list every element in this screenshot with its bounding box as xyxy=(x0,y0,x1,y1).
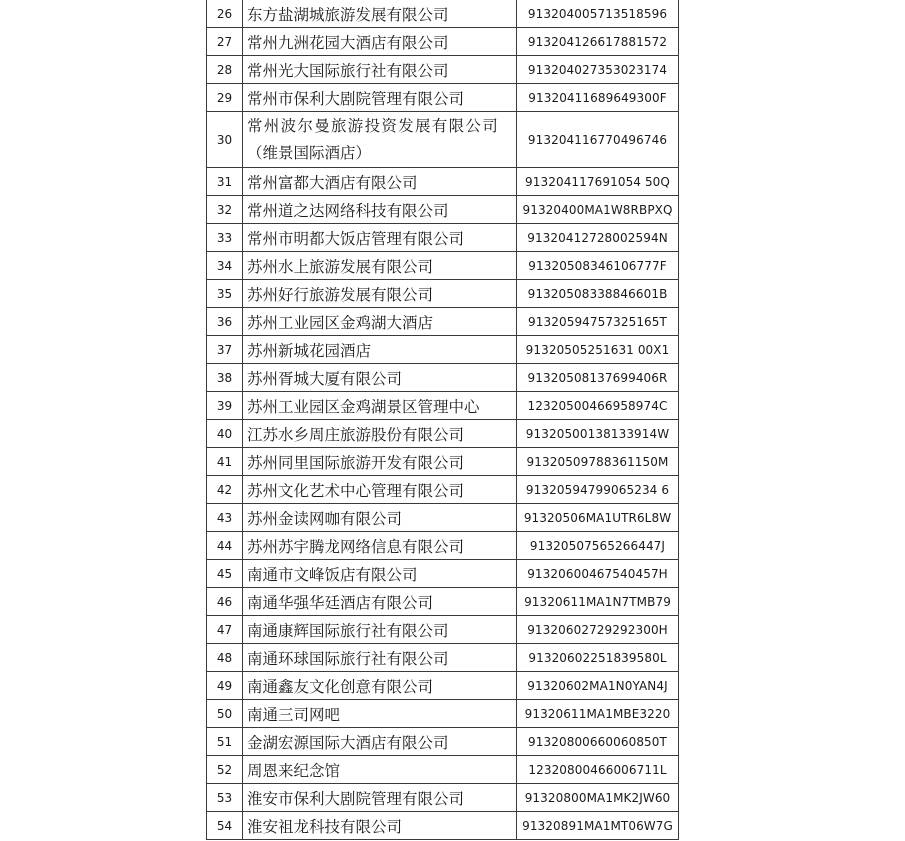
company-name: 常州光大国际旅行社有限公司 xyxy=(243,56,517,84)
company-name: 南通三司网吧 xyxy=(243,700,517,728)
table-row xyxy=(207,392,679,420)
row-number: 36 xyxy=(207,308,243,336)
company-name: 常州市保利大剧院管理有限公司 xyxy=(243,84,517,112)
table-row xyxy=(207,420,679,448)
credit-code: 91320611MA1N7TMB79 xyxy=(517,588,679,616)
table-row xyxy=(207,784,679,812)
credit-code: 913204005713518596 xyxy=(517,0,679,28)
company-name: 常州道之达网络科技有限公司 xyxy=(243,196,517,224)
company-name: 南通华强华廷酒店有限公司 xyxy=(243,588,517,616)
credit-code: 913204126617881572 xyxy=(517,28,679,56)
row-number: 44 xyxy=(207,532,243,560)
table-row xyxy=(207,0,679,28)
company-name: 江苏水乡周庄旅游股份有限公司 xyxy=(243,420,517,448)
company-name: 南通康辉国际旅行社有限公司 xyxy=(243,616,517,644)
company-table xyxy=(206,0,679,840)
credit-code: 91320508346106777F xyxy=(517,252,679,280)
row-number: 39 xyxy=(207,392,243,420)
company-name: 苏州好行旅游发展有限公司 xyxy=(243,280,517,308)
row-number: 34 xyxy=(207,252,243,280)
credit-code: 91320594799065234 6 xyxy=(517,476,679,504)
credit-code: 91320500138133914W xyxy=(517,420,679,448)
table-row xyxy=(207,308,679,336)
credit-code: 913204027353023174 xyxy=(517,56,679,84)
company-name xyxy=(243,112,517,168)
credit-code: 91320602729292300H xyxy=(517,616,679,644)
company-name: 金湖宏源国际大酒店有限公司 xyxy=(243,728,517,756)
credit-code: 91320508338846601B xyxy=(517,280,679,308)
row-number: 45 xyxy=(207,560,243,588)
table-row xyxy=(207,168,679,196)
company-name: 苏州工业园区金鸡湖大酒店 xyxy=(243,308,517,336)
credit-code: 91320508137699406R xyxy=(517,364,679,392)
credit-code: 91320891MA1MT06W7G xyxy=(517,812,679,840)
company-name: 淮安市保利大剧院管理有限公司 xyxy=(243,784,517,812)
row-number: 52 xyxy=(207,756,243,784)
row-number: 50 xyxy=(207,700,243,728)
company-name: 常州市明都大饭店管理有限公司 xyxy=(243,224,517,252)
company-name: 苏州胥城大厦有限公司 xyxy=(243,364,517,392)
row-number: 43 xyxy=(207,504,243,532)
credit-code: 913204117691054 50Q xyxy=(517,168,679,196)
credit-code: 91320602251839580L xyxy=(517,644,679,672)
table-row xyxy=(207,532,679,560)
row-number: 46 xyxy=(207,588,243,616)
table-row xyxy=(207,812,679,840)
credit-code: 91320400MA1W8RBPXQ xyxy=(517,196,679,224)
company-name: 南通鑫友文化创意有限公司 xyxy=(243,672,517,700)
company-name: 苏州水上旅游发展有限公司 xyxy=(243,252,517,280)
credit-code: 91320412728002594N xyxy=(517,224,679,252)
company-name: 淮安祖龙科技有限公司 xyxy=(243,812,517,840)
row-number: 27 xyxy=(207,28,243,56)
table-row xyxy=(207,224,679,252)
table-row xyxy=(207,644,679,672)
credit-code: 91320411689649300F xyxy=(517,84,679,112)
table-row xyxy=(207,364,679,392)
row-number: 42 xyxy=(207,476,243,504)
company-name: 南通市文峰饭店有限公司 xyxy=(243,560,517,588)
row-number: 38 xyxy=(207,364,243,392)
table-row xyxy=(207,280,679,308)
table-row xyxy=(207,28,679,56)
table-row xyxy=(207,336,679,364)
credit-code: 12320800466006711L xyxy=(517,756,679,784)
credit-code: 91320611MA1MBE3220 xyxy=(517,700,679,728)
company-name: 苏州同里国际旅游开发有限公司 xyxy=(243,448,517,476)
company-table-body xyxy=(207,0,679,840)
row-number: 54 xyxy=(207,812,243,840)
credit-code: 91320509788361150M xyxy=(517,448,679,476)
credit-code: 12320500466958974C xyxy=(517,392,679,420)
company-name: 南通环球国际旅行社有限公司 xyxy=(243,644,517,672)
company-name: 东方盐湖城旅游发展有限公司 xyxy=(243,0,517,28)
credit-code: 91320506MA1UTR6L8W xyxy=(517,504,679,532)
company-name: 常州九洲花园大酒店有限公司 xyxy=(243,28,517,56)
row-number: 28 xyxy=(207,56,243,84)
table-row xyxy=(207,448,679,476)
company-name: 苏州工业园区金鸡湖景区管理中心 xyxy=(243,392,517,420)
credit-code: 91320507565266447J xyxy=(517,532,679,560)
table-row xyxy=(207,728,679,756)
row-number: 47 xyxy=(207,616,243,644)
row-number: 53 xyxy=(207,784,243,812)
company-name: 苏州文化艺术中心管理有限公司 xyxy=(243,476,517,504)
table-row xyxy=(207,84,679,112)
table-row xyxy=(207,252,679,280)
row-number: 40 xyxy=(207,420,243,448)
table-row xyxy=(207,700,679,728)
row-number: 31 xyxy=(207,168,243,196)
company-name: 苏州金读网咖有限公司 xyxy=(243,504,517,532)
row-number: 48 xyxy=(207,644,243,672)
row-number: 32 xyxy=(207,196,243,224)
row-number: 30 xyxy=(207,112,243,168)
row-number: 41 xyxy=(207,448,243,476)
company-name: 常州富都大酒店有限公司 xyxy=(243,168,517,196)
company-name: 周恩来纪念馆 xyxy=(243,756,517,784)
table-row xyxy=(207,476,679,504)
credit-code: 913204116770496746 xyxy=(517,112,679,168)
credit-code: 91320800MA1MK2JW60 xyxy=(517,784,679,812)
credit-code: 91320594757325165T xyxy=(517,308,679,336)
row-number: 35 xyxy=(207,280,243,308)
credit-code: 91320505251631 00X1 xyxy=(517,336,679,364)
row-number: 29 xyxy=(207,84,243,112)
table-row xyxy=(207,756,679,784)
table-row xyxy=(207,588,679,616)
table-row xyxy=(207,196,679,224)
table-row xyxy=(207,56,679,84)
company-name-line1: 常州波尔曼旅游投资发展有限公司 xyxy=(247,116,500,135)
company-name-line2: （维景国际酒店） xyxy=(247,143,372,162)
row-number: 33 xyxy=(207,224,243,252)
table-row xyxy=(207,616,679,644)
row-number: 37 xyxy=(207,336,243,364)
credit-code: 91320602MA1N0YAN4J xyxy=(517,672,679,700)
row-number: 26 xyxy=(207,0,243,28)
company-name: 苏州苏宇腾龙网络信息有限公司 xyxy=(243,532,517,560)
table-row xyxy=(207,560,679,588)
table-row xyxy=(207,112,679,168)
company-name: 苏州新城花园酒店 xyxy=(243,336,517,364)
row-number: 49 xyxy=(207,672,243,700)
table-row xyxy=(207,504,679,532)
credit-code: 91320600467540457H xyxy=(517,560,679,588)
row-number: 51 xyxy=(207,728,243,756)
table-row xyxy=(207,672,679,700)
credit-code: 91320800660060850T xyxy=(517,728,679,756)
